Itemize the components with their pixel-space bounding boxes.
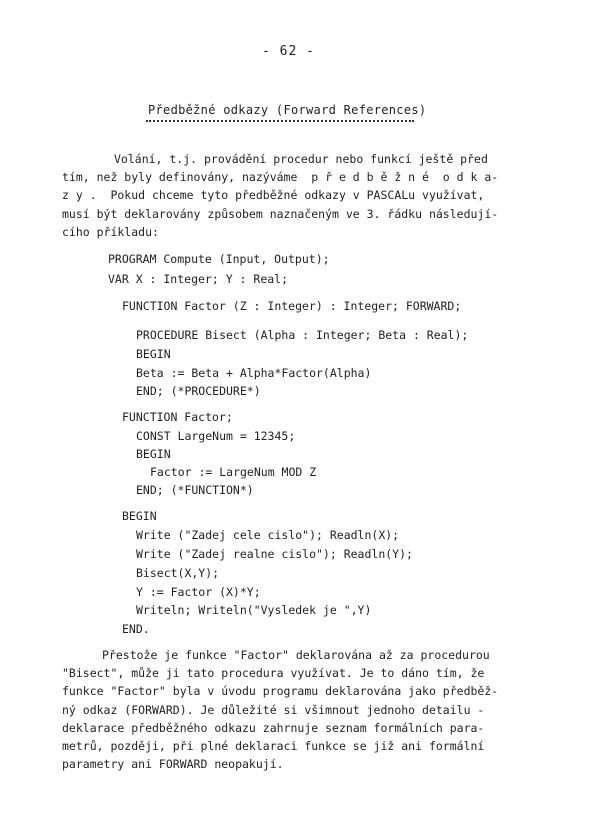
code-line: BEGIN (136, 447, 171, 461)
code-line: Y := Factor (X)*Y; (136, 585, 261, 599)
paragraph-line: funkce "Factor" byla v úvodu programu deklarována jako předběž- (62, 684, 499, 699)
paragraph-line: cího příkladu: (62, 224, 159, 239)
code-line: Factor := LargeNum MOD Z (150, 465, 317, 479)
title-underline (146, 120, 414, 122)
explanation-paragraph (62, 646, 537, 773)
paragraph-line: parametry ani FORWARD neopakují. (62, 757, 284, 772)
paragraph-line: musí být deklarovány způsobem naznačeným ve 3. řádku následují- (62, 206, 499, 221)
code-line: END; (*FUNCTION*) (136, 483, 254, 497)
paragraph-line: ný odkaz (FORWARD). Je důležité si všimnout jednoho detailu - (62, 702, 485, 717)
code-line: Write ("Zadej cele cislo"); Readln(X); (136, 528, 400, 542)
code-line: CONST LargeNum = 12345; (136, 429, 296, 443)
paragraph-line: Volání, t.j. provádění procedur nebo funkcí ještě před (114, 152, 488, 166)
code-line: END; (*PROCEDURE*) (136, 384, 261, 398)
paragraph-line: Přestože je funkce "Factor" deklarována až za procedurou (102, 648, 490, 662)
paragraph-line: z y . Pokud chceme tyto předběžné odkazy v PASCALu využívat, (62, 188, 485, 203)
paragraph-line: tím, než byly definovány, nazýváme p ř e d b ě ž n é o d k a- (62, 170, 499, 185)
section-title: Předběžné odkazy (Forward References) (148, 103, 427, 117)
page-number: - 62 - (262, 44, 315, 59)
paragraph-line: "Bisect", může ji tato procedura využívat. Je to dáno tím, že (62, 666, 485, 681)
code-line: PROGRAM Compute (Input, Output); (108, 252, 330, 266)
paragraph-line: deklarace předběžného odkazu zahrnuje seznam formálních para- (62, 720, 485, 735)
code-line: PROCEDURE Bisect (Alpha : Integer; Beta : Real); (136, 328, 469, 342)
paragraph-line: metrů, později, při plné deklaraci funkce se již ani formální (62, 739, 485, 754)
code-line: FUNCTION Factor; (122, 410, 233, 424)
code-line: Write ("Zadej realne cislo"); Readln(Y); (136, 547, 413, 561)
code-line: Beta := Beta + Alpha*Factor(Alpha) (136, 366, 372, 380)
code-line: VAR X : Integer; Y : Real; (108, 272, 289, 286)
code-line: BEGIN (122, 509, 157, 523)
intro-paragraph (62, 150, 537, 241)
code-line: Writeln; Writeln("Vysledek je ",Y) (136, 603, 372, 617)
code-line: FUNCTION Factor (Z : Integer) : Integer; FORWARD; (122, 299, 462, 313)
code-line: END. (122, 622, 150, 636)
code-line: BEGIN (136, 347, 171, 361)
code-line: Bisect(X,Y); (136, 566, 220, 580)
